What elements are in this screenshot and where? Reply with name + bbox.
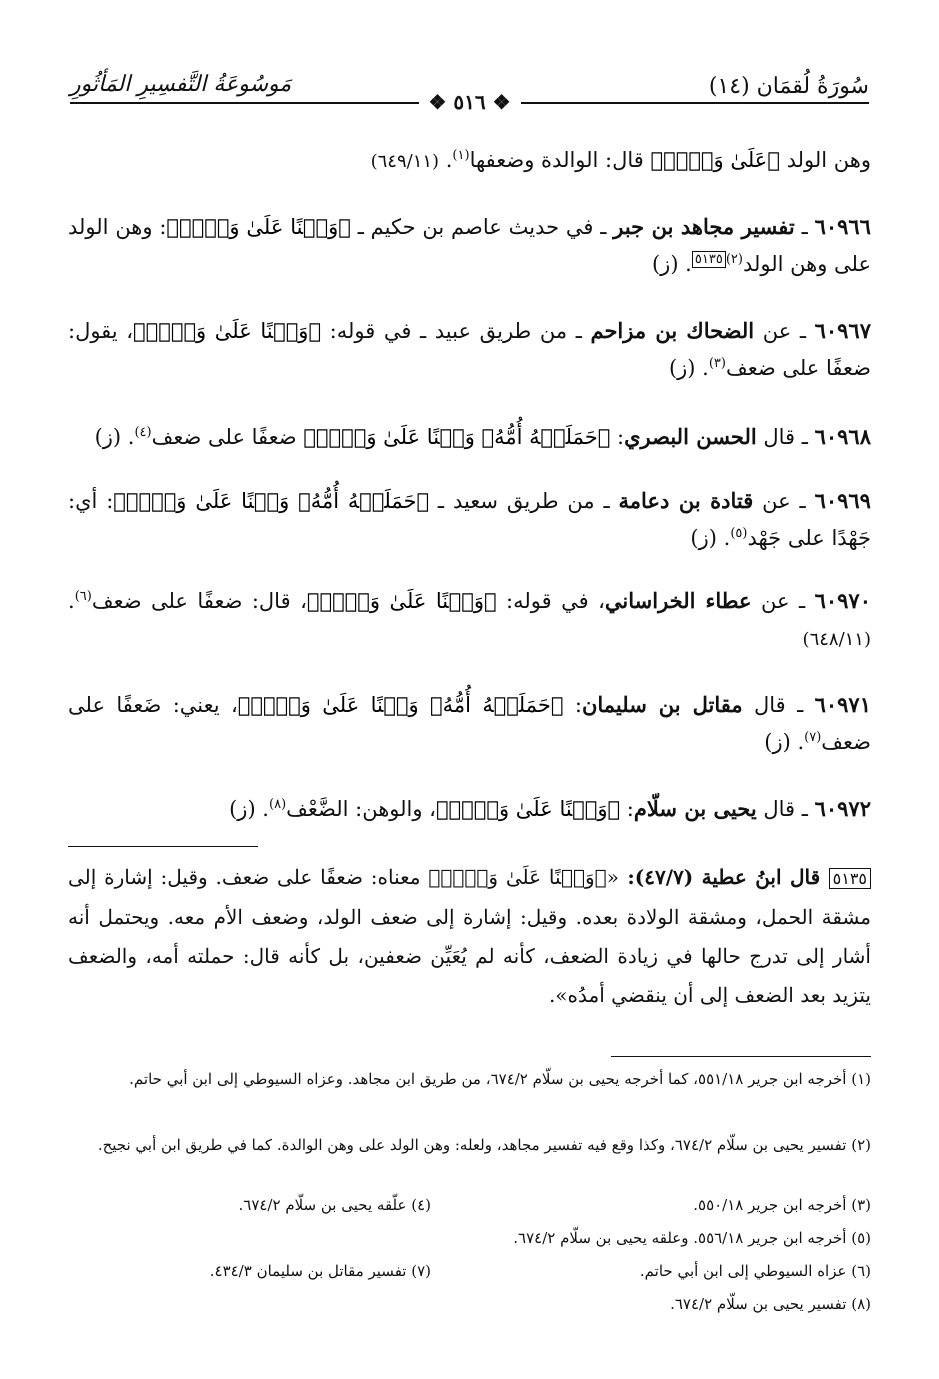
- commentary-number-box: ٥١٣٥: [829, 868, 871, 889]
- footnote-5: (٥) أخرجه ابن جرير ٥٥٦/١٨. وعلقه يحيى بن سلّام ٦٧٤/٢.: [513, 1229, 871, 1247]
- entry-text: ، يعني: ضَعفًا على ضعف: [68, 693, 871, 754]
- entry-number: ٦٠٩٦٩: [814, 488, 871, 513]
- page-header: [70, 72, 869, 112]
- narrator-name: يحيى بن سلّام: [633, 796, 757, 821]
- entry-number: ٦٠٩٧٠: [814, 588, 871, 613]
- entry-60966: [68, 208, 871, 283]
- page-number: [418, 90, 520, 114]
- entry-text: ـ قال: [756, 797, 815, 821]
- quran-quote: ﴿عَلَىٰ وَهۡنٖ﴾: [650, 148, 780, 172]
- footnote-marker: (٣): [708, 356, 726, 371]
- entry-text: : أي: جَهْدًا على جَهْد: [68, 489, 871, 550]
- footnote-8: (٨) تفسير يحيى بن سلّام ٦٧٤/٢.: [670, 1295, 871, 1313]
- entry-number: ٦٠٩٦٨: [814, 424, 871, 449]
- footnote-3: (٣) أخرجه ابن جرير ٥٥٠/١٨.: [693, 1196, 871, 1214]
- entry-text: .: [68, 589, 75, 613]
- entry-60970: [68, 582, 871, 658]
- entry-text: ـ قال: [756, 425, 815, 449]
- footnote-marker: (٧): [804, 730, 822, 745]
- entry-number: ٦٠٩٧١: [814, 692, 871, 717]
- quran-quote: ﴿حَمَلَتۡهُ أُمُّهُۥ وَهۡنًا عَلَىٰ وَهۡنٖ﴾: [237, 693, 564, 717]
- entry-text: . (ز): [764, 730, 805, 754]
- narrator-name: عطاء الخراساني: [604, 588, 752, 613]
- footnote-1: (١) أخرجه ابن جرير ٥٥١/١٨، كما أخرجه يحيى بن سلّام ٦٧٤/٢، من طريق ابن مجاهد. وعزاه السيوطي إلى ابن أبي حاتم.: [129, 1070, 871, 1088]
- entry-text: . (ز): [229, 797, 269, 821]
- entry-text: ـ عن: [754, 319, 815, 343]
- footnote-marker: (٤): [134, 425, 152, 440]
- footnote-4: (٤) علّقه يحيى بن سلّام ٦٧٤/٢.: [238, 1196, 431, 1214]
- page-number-text: ٥١٦: [453, 90, 486, 114]
- entry-text: ـ قال: [742, 693, 815, 717]
- entry-text: :: [620, 797, 634, 821]
- entry-60969: [68, 482, 871, 557]
- ornament-icon: ❖: [428, 90, 454, 114]
- entry-text: . (ز): [690, 526, 731, 550]
- footnote-marker: (٢): [725, 252, 743, 267]
- entry-text: ، يقول: ضعفًا على ضعف: [68, 319, 871, 380]
- ornament-icon: ❖: [485, 90, 511, 114]
- footnotes-separator: [611, 1056, 871, 1057]
- quran-quote: ﴿وَهۡنًا عَلَىٰ وَهۡنٖ﴾: [428, 865, 607, 889]
- entry-number: ٦٠٩٧٢: [814, 796, 871, 821]
- quran-quote: ﴿حَمَلَتۡهُ أُمُّهُۥ وَهۡنًا عَلَىٰ وَهۡنٖ﴾: [303, 425, 611, 449]
- quran-quote: ﴿وَهۡنًا عَلَىٰ وَهۡنٖ﴾: [306, 589, 497, 613]
- entry-text: ـ عن: [751, 589, 815, 613]
- footnote-row-5: [68, 1225, 871, 1251]
- entry-text: :: [610, 425, 625, 449]
- entry-text: : وهن الولد على وهن الولد: [68, 215, 871, 276]
- commentary-heading: قال ابنُ عطية (٤٧/٧):: [618, 865, 829, 889]
- footnote-row-3-4: [68, 1192, 871, 1218]
- entry-60967: [68, 312, 871, 387]
- quran-quote: ﴿وَهۡنًا عَلَىٰ وَهۡنٖ﴾: [133, 319, 322, 343]
- entry-text: .: [439, 148, 453, 172]
- entry-text: ، والوهن: الضَّعْف: [286, 797, 436, 821]
- footnote-marker: (٨): [269, 797, 287, 812]
- entry-text: ـ من طريق عبيد ـ في قوله:: [321, 319, 591, 343]
- entry-text: ـ من طريق سعيد ـ: [429, 489, 619, 513]
- entry-text: وهن الولد: [779, 148, 871, 172]
- entry-number: ٦٠٩٦٧: [814, 318, 871, 343]
- entry-text: . (ز): [94, 425, 135, 449]
- footnote-7: (٧) تفسير مقاتل بن سليمان ٤٣٤/٣.: [209, 1262, 431, 1280]
- series-title: مَوسُوعَةُ التَّفسِيرِ المَأثُورِ: [70, 72, 292, 97]
- commentary-text: معناه: ضعفًا على ضعف. وقيل: إشارة إلى مشقة الحمل، ومشقة الولادة بعده. وقيل: إشارة إلى ضعف الولد، وضعف الأم معه. ويحتمل أنه أشار إلى تدرج حالها في زيادة الضعف، كأنه لم يُعَيِّن ضعفين، بل كأنه قال: حملته أمه، والضعف يتزيد بعد الضعف إلى أن ينقضي أمدُه».: [68, 865, 871, 1007]
- footnote-row-8: [68, 1291, 871, 1317]
- volume-reference: (٦٤٩/١١): [370, 151, 440, 172]
- entry-text: ـ عن: [753, 489, 815, 513]
- narrator-name: الحسن البصري: [624, 424, 757, 449]
- quran-quote: ﴿حَمَلَتۡهُ أُمُّهُۥ وَهۡنًا عَلَىٰ وَهۡنٖ﴾: [113, 489, 430, 513]
- footnote-6: (٦) عزاه السيوطي إلى ابن أبي حاتم.: [639, 1262, 871, 1280]
- entry-text: ـ: [794, 215, 815, 239]
- entry-text: ضعفًا على ضعف: [151, 425, 304, 449]
- footnote-marker: (١): [452, 148, 470, 163]
- commentary-separator: [68, 846, 258, 847]
- entry-number: ٦٠٩٦٦: [814, 214, 871, 239]
- narrator-name: قتادة بن دعامة: [618, 488, 754, 513]
- entry-text: :: [563, 693, 582, 717]
- entry-60968: [68, 418, 871, 456]
- narrator-name: تفسير مجاهد بن جبر: [613, 214, 795, 239]
- entry-text: ، قال: ضعفًا على ضعف: [91, 589, 307, 613]
- entry-60972: [68, 790, 871, 828]
- quran-quote: ﴿وَهۡنًا عَلَىٰ وَهۡنٖ﴾: [166, 215, 351, 239]
- entry-text: ـ في حديث عاصم بن حكيم ـ: [350, 215, 614, 239]
- footnote-row-6-7: [68, 1258, 871, 1284]
- entry-text: ، في قوله:: [496, 589, 605, 613]
- entry-60971: [68, 686, 871, 761]
- narrator-name: الضحاك بن مزاحم: [590, 318, 755, 343]
- entry-text: . (ز): [651, 252, 692, 276]
- commentary-block: [68, 858, 871, 1015]
- entry-text: . (ز): [668, 356, 709, 380]
- surah-title: سُورَةُ لُقمَان (١٤): [708, 74, 869, 99]
- volume-reference: (٦٤٨/١١): [802, 629, 871, 650]
- footnote-2: (٢) تفسير يحيى بن سلّام ٦٧٤/٢، وكذا وقع فيه تفسير مجاهد، ولعله: وهن الولد على وهن الوالدة. كما في طريق ابن أبي نجيح.: [97, 1136, 871, 1154]
- entry-text: قال: الوالدة وضعفها: [469, 148, 651, 172]
- entry-intro: [68, 142, 871, 180]
- narrator-name: مقاتل بن سليمان: [581, 692, 743, 717]
- commentary-link-box[interactable]: ٥١٣٥: [692, 251, 726, 268]
- commentary-text: «: [606, 865, 619, 889]
- quran-quote: ﴿وَهۡنًا عَلَىٰ وَهۡنٖ﴾: [435, 797, 621, 821]
- footnote-marker: (٦): [74, 589, 92, 604]
- footnote-marker: (٥): [730, 526, 748, 541]
